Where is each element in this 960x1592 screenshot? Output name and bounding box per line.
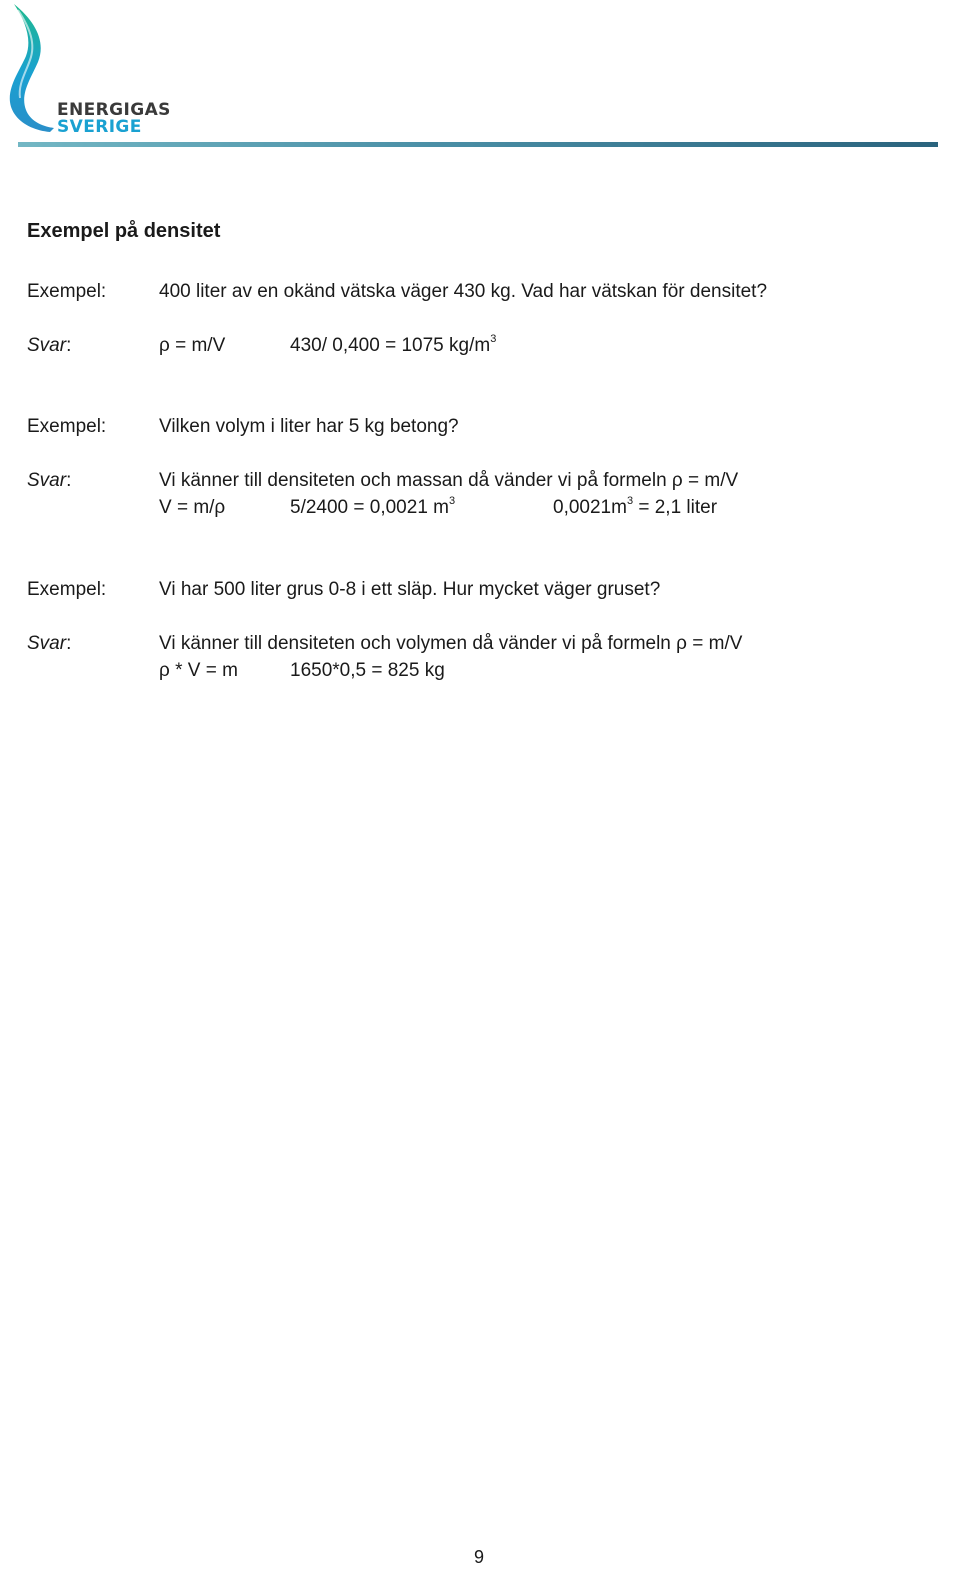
- question-text: Vi har 500 liter grus 0-8 i ett släp. Hur mycket väger gruset?: [159, 579, 661, 600]
- calculation: 1650*0,5 = 825 kg: [290, 660, 445, 681]
- conversion-value: 0,0021m: [553, 497, 627, 518]
- question-text: Vilken volym i liter har 5 kg betong?: [159, 416, 459, 437]
- exempel-label: Exempel:: [27, 579, 107, 600]
- formula: ρ = m/V: [159, 335, 226, 356]
- svar-label: [27, 469, 71, 493]
- question-text: 400 liter av en okänd vätska väger 430 kg. Vad har vätskan för densitet?: [159, 281, 768, 302]
- svar-label: [27, 632, 71, 656]
- svar-colon: :: [66, 633, 72, 654]
- calculation-text: 5/2400 = 0,0021 m: [290, 497, 449, 518]
- superscript: 3: [490, 333, 497, 345]
- calculation-text: 430/ 0,400 = 1075 kg/m: [290, 335, 491, 356]
- calculation: [290, 496, 455, 520]
- logo-text-sverige: SVERIGE: [57, 117, 142, 137]
- svar-colon: :: [66, 470, 72, 491]
- formula: ρ * V = m: [159, 660, 238, 681]
- conversion: [553, 496, 717, 520]
- answer-text: Vi känner till densiteten och volymen då vänder vi på formeln ρ = m/V: [159, 633, 743, 654]
- exempel-label: Exempel:: [27, 416, 107, 437]
- superscript: 3: [449, 495, 456, 507]
- page-heading: Exempel på densitet: [27, 220, 221, 242]
- svar-word: Svar: [27, 335, 67, 356]
- svar-label: [27, 334, 71, 358]
- formula: V = m/ρ: [159, 497, 226, 518]
- svar-colon: :: [66, 335, 72, 356]
- conversion-result: = 2,1 liter: [633, 497, 718, 518]
- answer-text: Vi känner till densiteten och massan då vänder vi på formeln ρ = m/V: [159, 470, 739, 491]
- svar-word: Svar: [27, 633, 67, 654]
- exempel-label: Exempel:: [27, 281, 107, 302]
- page-number: 9: [474, 1547, 485, 1567]
- header-rule: [18, 142, 938, 147]
- superscript: 3: [626, 495, 634, 507]
- calculation: [290, 334, 496, 358]
- logo-text-energigas: ENERGIGAS: [57, 100, 171, 120]
- svar-word: Svar: [27, 470, 67, 491]
